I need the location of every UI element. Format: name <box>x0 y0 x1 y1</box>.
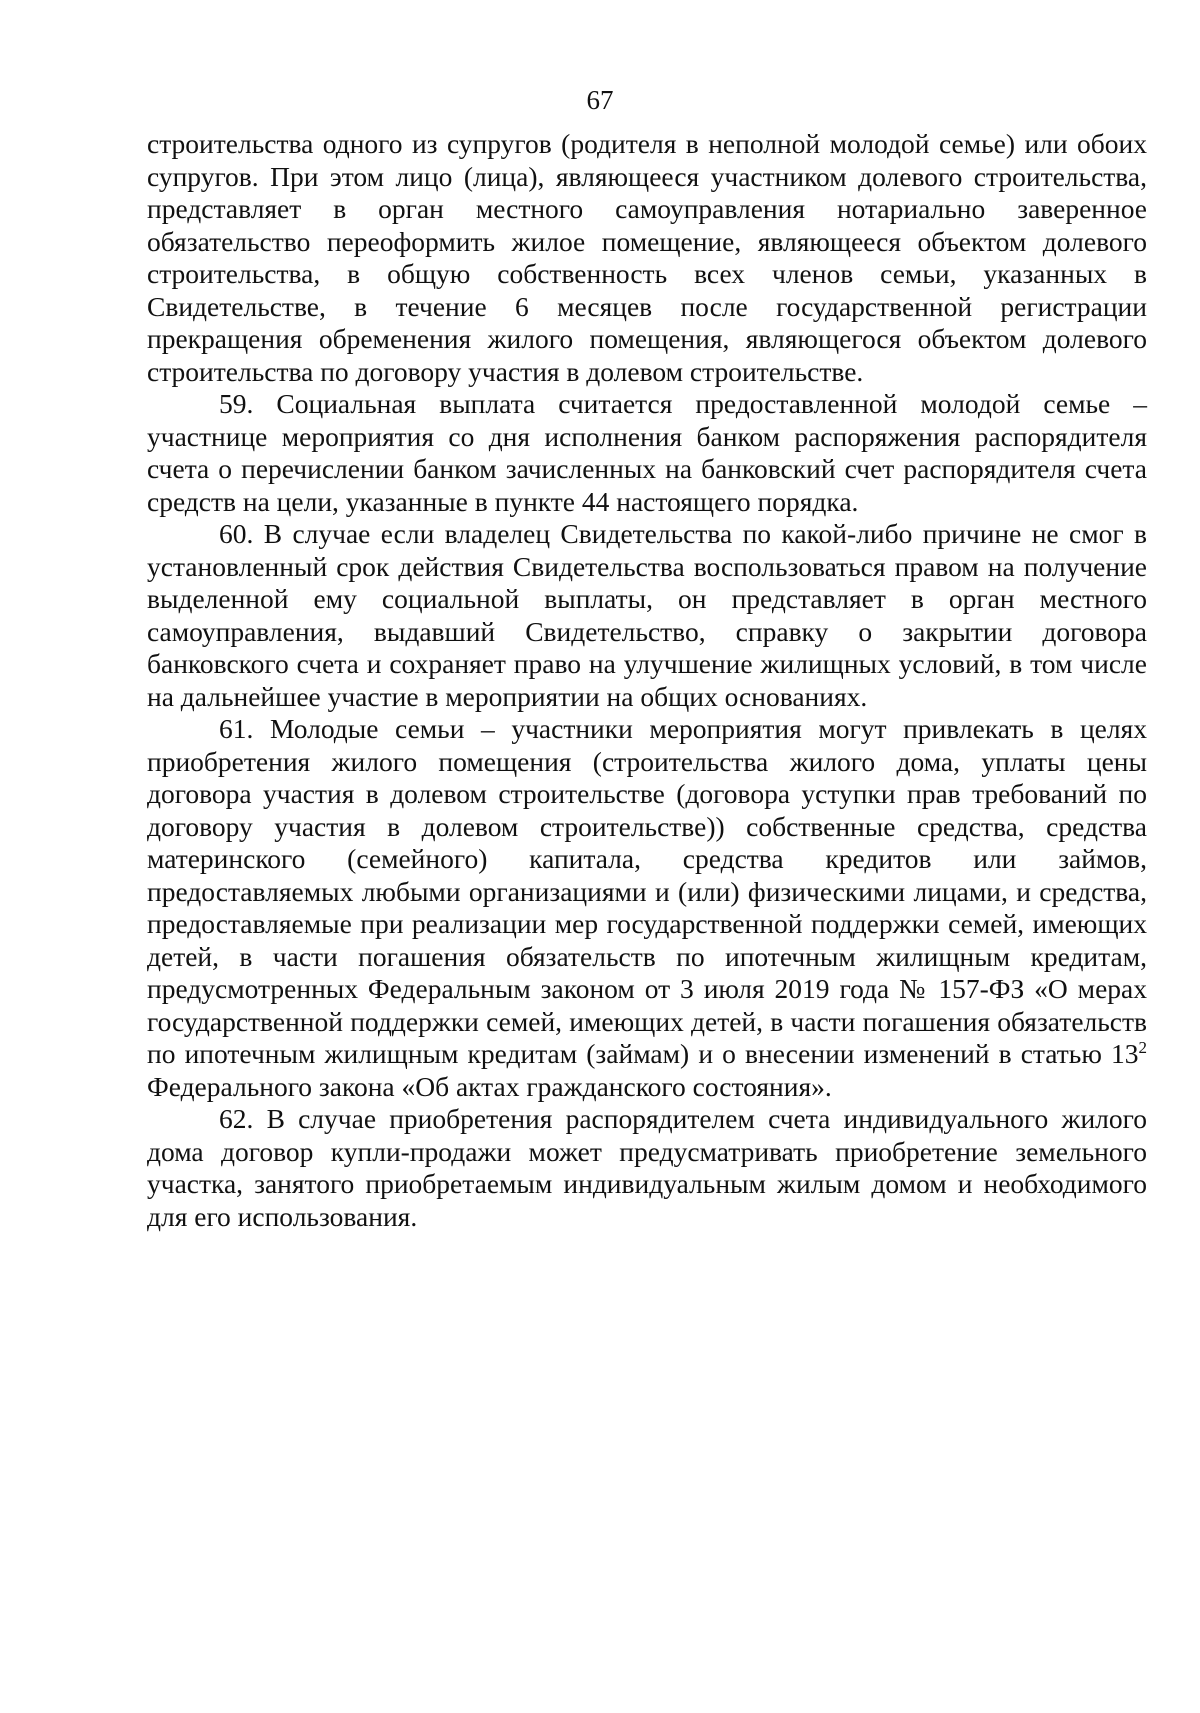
paragraph-61 <box>147 713 1147 1103</box>
paragraph-61-text: 61. Молодые семьи – участники мероприятия могут привлекать в целях приобретения жилого помещения (строительства жилого дома, уплаты цены договора участия в долевом строительстве (договора уступки прав требований по договору участия в долевом строительстве)) собственные средства, средства материнского (семейного) капитала, средства кредитов или займов, предоставляемых любыми организациями и (или) физическими лицами, и средства, предоставляемые при реализации мер государственной поддержки семей, имеющих детей, в части погашения обязательств по ипотечным жилищным кредитам, предусмотренных Федеральным законом от 3 июля 2019 года № 157-ФЗ «О мерах государственной поддержки семей, имеющих детей, в части погашения обязательств по ипотечным жилищным кредитам (займам) и о внесении изменений в статью 13 <box>147 713 1147 1069</box>
document-body <box>147 128 1147 1233</box>
page-number: 67 <box>586 85 614 115</box>
paragraph-61-text-end: Федерального закона «Об актах гражданского состояния». <box>147 1070 832 1102</box>
paragraph-continuation: строительства одного из супругов (родителя в неполной молодой семье) или обоих супругов. При этом лицо (лица), являющееся участником долевого строительства, представляет в орган местного самоуправления нотариально заверенное обязательство переоформить жилое помещение, являющееся объектом долевого строительства, в общую собственность всех членов семьи, указанных в Свидетельстве, в течение 6 месяцев после государственной регистрации прекращения обременения жилого помещения, являющегося объектом долевого строительства по договору участия в долевом строительстве. <box>147 128 1147 387</box>
paragraph-60: 60. В случае если владелец Свидетельства по какой-либо причине не смог в установленный срок действия Свидетельства воспользоваться правом на получение выделенной ему социальной выплаты, он представляет в орган местного самоуправления, выдавший Свидетельство, справку о закрытии договора банковского счета и сохраняет право на улучшение жилищных условий, в том числе на дальнейшее участие в мероприятии на общих основаниях. <box>147 518 1147 712</box>
paragraph-59: 59. Социальная выплата считается предоставленной молодой семье – участнице мероприятия со дня исполнения банком распоряжения распорядителя счета о перечислении банком зачисленных на банковский счет распорядителя счета средств на цели, указанные в пункте 44 настоящего порядка. <box>147 388 1147 517</box>
superscript: 2 <box>1138 1037 1147 1057</box>
paragraph-62: 62. В случае приобретения распорядителем счета индивидуального жилого дома договор купли-продажи может предусматривать приобретение земельного участка, занятого приобретаемым индивидуальным жилым домом и необходимого для его использования. <box>147 1103 1147 1232</box>
